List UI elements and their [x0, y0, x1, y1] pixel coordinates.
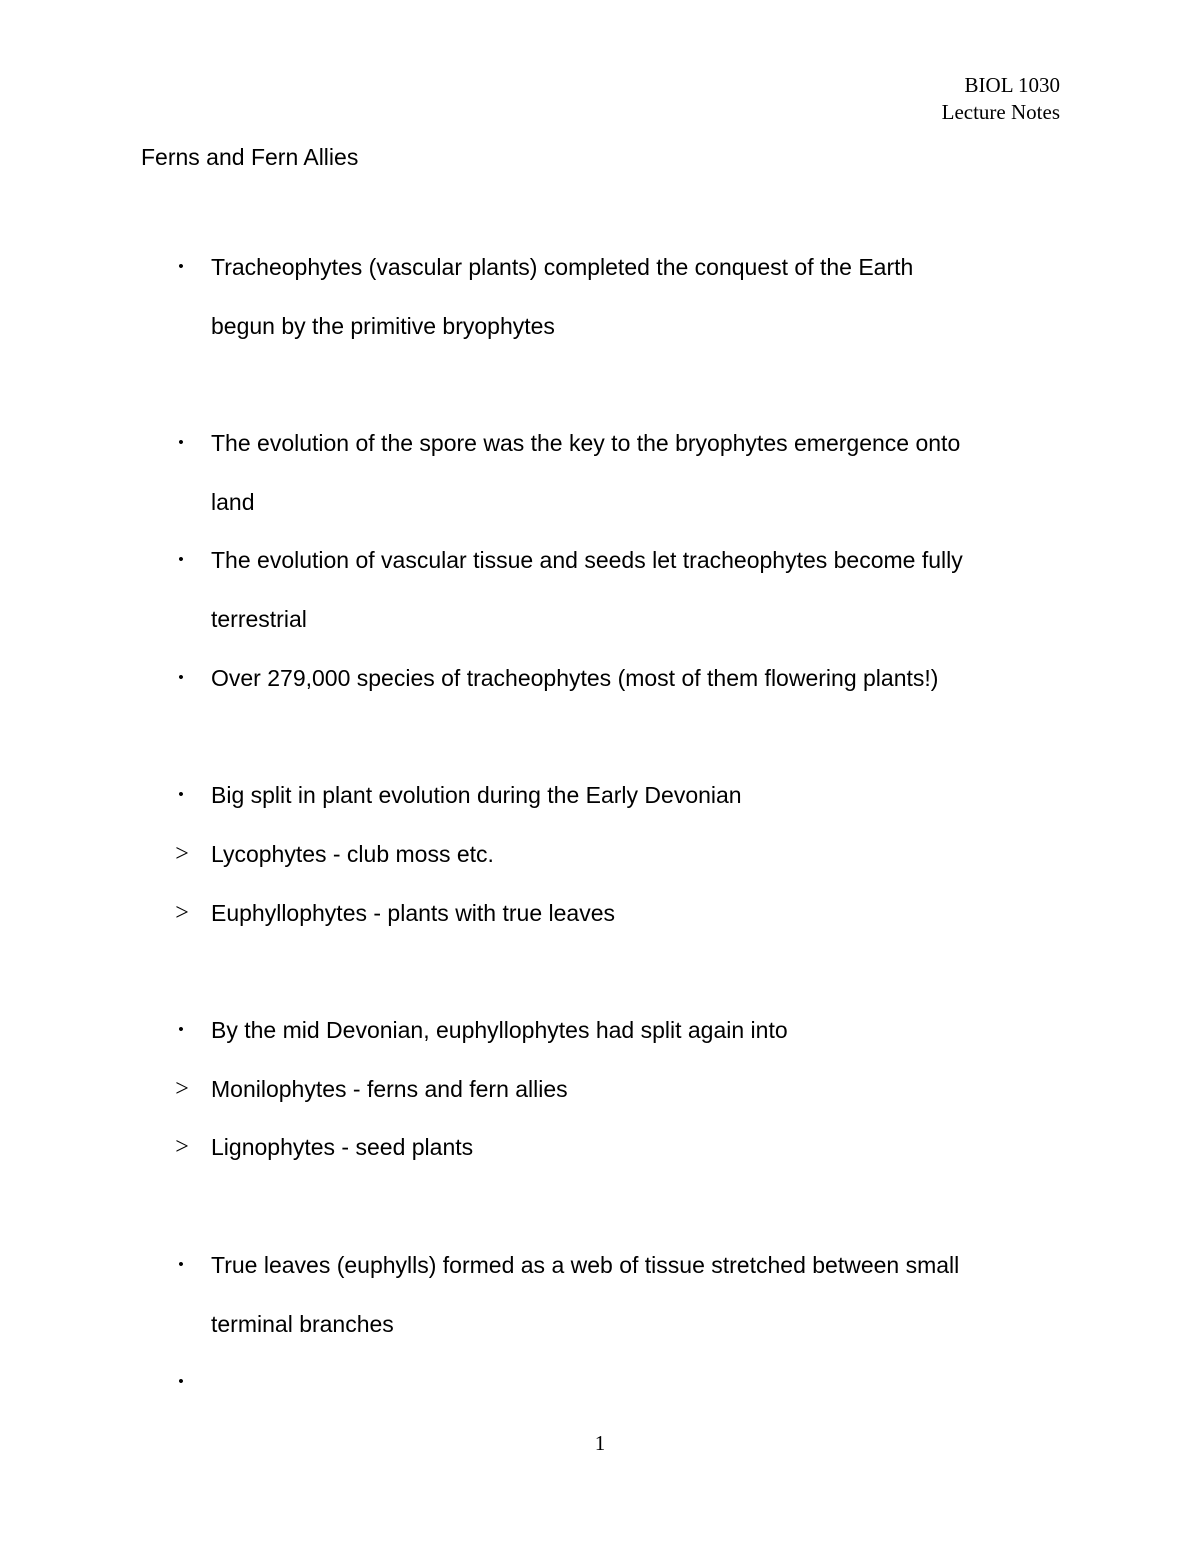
note-text: By the mid Devonian, euphyllophytes had split again into	[211, 1017, 788, 1043]
arrow-marker: >	[175, 1134, 189, 1160]
note-line	[0, 427, 1200, 459]
note-text: The evolution of vascular tissue and seeds let tracheophytes become fully	[211, 547, 963, 573]
page-number: 1	[594, 1431, 606, 1455]
bullet-marker: •	[178, 258, 184, 275]
note-line	[0, 310, 1200, 342]
note-text: Tracheophytes (vascular plants) completed the conquest of the Earth	[211, 254, 914, 280]
note-text: Lignophytes - seed plants	[211, 1134, 474, 1160]
note-line	[0, 544, 1200, 576]
note-line	[0, 662, 1200, 694]
note-text: Big split in plant evolution during the Early Devonian	[211, 782, 742, 808]
note-line	[0, 251, 1200, 283]
arrow-marker: >	[175, 1076, 189, 1102]
note-line	[0, 838, 1200, 870]
note-text: Euphyllophytes - plants with true leaves	[211, 900, 615, 926]
note-text: land	[211, 489, 255, 515]
arrow-marker: >	[175, 900, 189, 926]
note-line	[0, 603, 1200, 635]
page-header	[942, 72, 1060, 126]
bullet-marker: •	[178, 1021, 184, 1038]
note-text: Over 279,000 species of tracheophytes (most of them flowering plants!)	[211, 665, 939, 691]
note-line	[0, 1366, 1200, 1398]
note-text: Monilophytes - ferns and fern allies	[211, 1076, 568, 1102]
note-line	[0, 897, 1200, 929]
header-subtitle: Lecture Notes	[941, 100, 1060, 124]
note-text: terrestrial	[211, 606, 307, 632]
note-line	[0, 779, 1200, 811]
bullet-marker: •	[178, 669, 184, 686]
note-line	[0, 1073, 1200, 1105]
document-title: Ferns and Fern Allies	[141, 144, 359, 170]
note-line	[0, 1249, 1200, 1281]
bullet-marker: •	[178, 1256, 184, 1273]
note-line	[0, 1131, 1200, 1163]
note-text: terminal branches	[211, 1311, 394, 1337]
note-line	[0, 486, 1200, 518]
bullet-marker: •	[178, 434, 184, 451]
note-line	[0, 1014, 1200, 1046]
note-text: begun by the primitive bryophytes	[211, 313, 555, 339]
course-code: BIOL 1030	[964, 73, 1060, 97]
note-text: True leaves (euphylls) formed as a web of tissue stretched between small	[211, 1252, 960, 1278]
bullet-marker: •	[178, 786, 184, 803]
note-line	[0, 1308, 1200, 1340]
arrow-marker: >	[175, 841, 189, 867]
note-text: The evolution of the spore was the key to the bryophytes emergence onto	[211, 430, 961, 456]
bullet-marker: •	[178, 1373, 184, 1390]
note-text: Lycophytes - club moss etc.	[211, 841, 494, 867]
bullet-marker: •	[178, 551, 184, 568]
